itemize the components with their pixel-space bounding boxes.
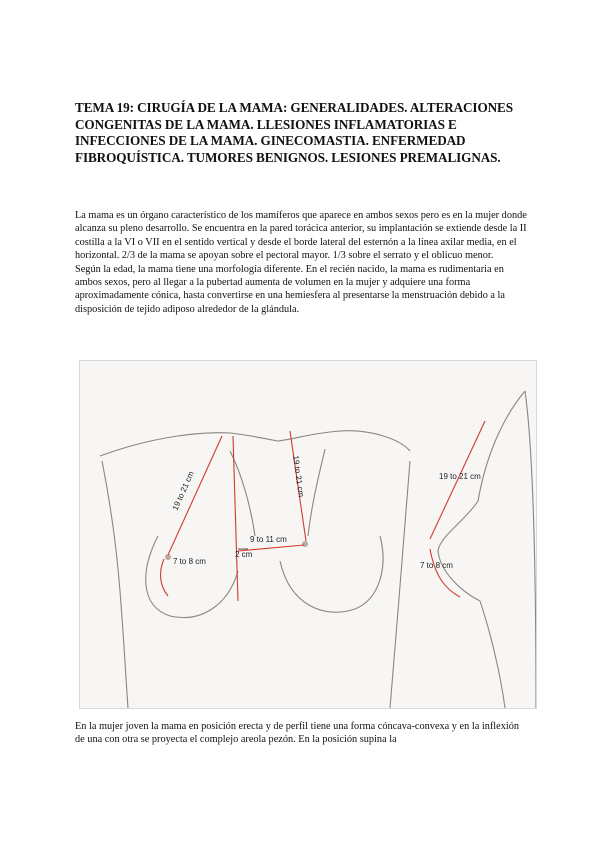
label-front-right-vertical: 19 to 21 cm [291,455,306,498]
illustration-svg [80,361,536,708]
document-title: TEMA 19: CIRUGÍA DE LA MAMA: GENERALIDADES. ALTERACIONES CONGENITAS DE LA MAMA. LLESIONES INFLAMATORIAS E INFECCIONES DE LA MAMA. GINECOMASTIA. ENFERMEDAD FIBROQUÍSTICA. TUMORES BENIGNOS. LESIONES PREMALIGNAS. [75,100,513,165]
intro-text [75,209,527,316]
label-side-lower: 7 to 8 cm [420,561,453,570]
label-side-upper: 19 to 21 cm [439,472,481,481]
label-front-nipple-fold: 7 to 8 cm [173,557,206,566]
label-front-left-oblique: 19 to 21 cm [170,469,196,512]
paragraph-anatomy: La mama es un órgano característico de los mamíferos que aparece en ambos sexos pero es en la mujer donde alcanza su pleno desarrollo. Se encuentra en la pared torácica anterior, su implantación se extiende desde la II costilla a la VI o VII en el sentido vertical y desde el borde lateral del esternón a la línea axilar media, en el horizontal. 2/3 de la mama se apoyan sobre el pectoral mayor. 1/3 sobre el serrato y el oblicuo menor. [75,210,527,262]
right-nipple-mark [302,541,308,547]
label-front-nipple-midline: 9 to 11 cm [250,535,287,544]
closing-text [75,720,527,747]
breast-measurement-illustration [79,360,537,709]
frontal-torso-drawing [100,431,410,708]
label-front-midline-gap: 2 cm [235,550,253,559]
profile-torso-drawing [438,391,536,708]
profile-measure-lines [430,421,485,597]
paragraph-profile: En la mujer joven la mama en posición erecta y de perfil tiene una forma cóncava-convexa y en la inflexión de una con otra se proyecta el complejo areola pezón. En la posición supina la [75,721,520,746]
paragraph-morphology: Según la edad, la mama tiene una morfología diferente. En el recién nacido, la mama es rudimentaria en ambos sexos, pero al llegar a la pubertad aumenta de volumen en la mujer y adquiere una forma aproximadamente cónica, hasta convertirse en una hemiesfera al presentarse la menstruación debido a la disposición de tejido adiposo alrededor de la glándula. [75,263,505,315]
